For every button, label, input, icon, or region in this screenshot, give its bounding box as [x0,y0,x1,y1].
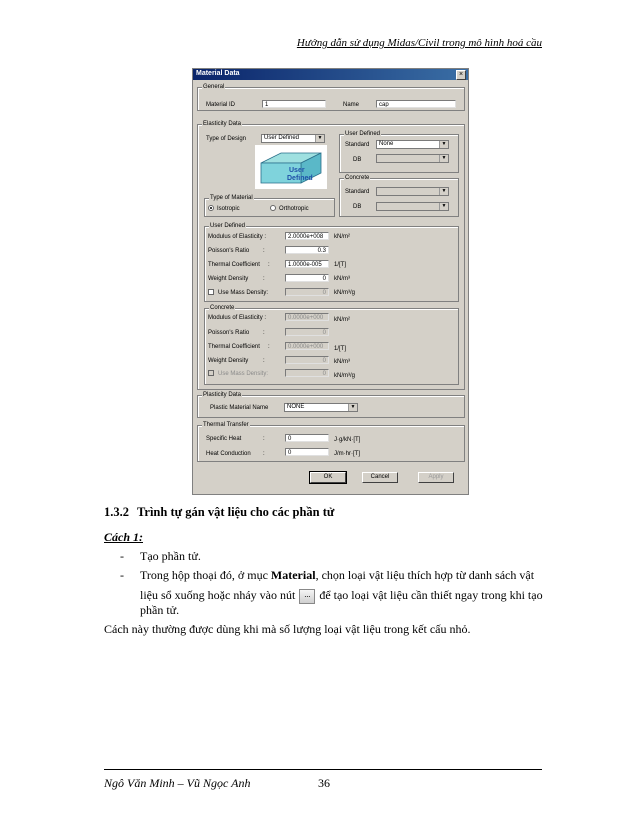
chevron-down-icon: ▼ [348,404,357,411]
c-mass-label: Use Mass Density: [218,371,269,377]
plastic-material-name-label: Plastic Material Name [210,405,269,411]
item2-line1 [140,568,542,583]
weight-colon: : [263,276,265,282]
item2-dash: - [120,568,124,582]
c-mass-unit: kN/m³/g [334,373,355,379]
material-data-dialog [192,68,469,495]
plasticity-group-label: Plasticity Data [203,392,242,398]
close-icon[interactable]: × [456,70,466,80]
use-mass-density-checkbox[interactable] [208,289,214,295]
heat-conduction-label: Heat Conduction [206,451,251,457]
ellipsis-button-icon: ... [299,589,315,604]
c-mass-input[interactable]: 0 [285,369,329,377]
ok-button[interactable]: OK [310,472,346,483]
type-of-design-value: User Defined [264,135,300,141]
orthotropic-label: Orthotropic [279,206,309,212]
heat-conduction-input[interactable]: 0 [285,448,329,456]
poisson-input[interactable]: 0.3 [285,246,329,254]
c-modulus-unit: kN/m² [334,317,350,323]
type-of-design-select[interactable] [261,134,325,143]
apply-button[interactable]: Apply [418,472,454,483]
poisson-label: Poisson's Ratio [208,248,250,254]
name-input[interactable]: cap [376,100,456,108]
c-weight-label: Weight Density [208,358,249,364]
standard-select[interactable] [376,140,449,149]
elasticity-group-label: Elasticity Data [203,121,242,127]
concrete-props-label: Concrete [210,305,235,311]
modulus-unit: kN/m² [334,234,350,240]
item1-dash: - [120,549,124,563]
db-label: DB [353,157,362,163]
section-heading [104,505,334,520]
item2-line2-post: để tạo loại vật liệu cần thiết ngay trong khi tạo [319,588,543,602]
c-poisson-input[interactable]: 0 [285,328,329,336]
thermal-transfer-group-label: Thermal Transfer [203,422,249,428]
c-poisson-label: Poisson's Ratio [208,330,250,336]
modulus-input[interactable]: 2.0000e+008 [285,232,329,240]
specific-heat-colon: : [263,436,265,442]
c-modulus-label: Modulus of Elasticity : [208,315,267,321]
concrete-standard-group [339,175,459,217]
c-weight-colon: : [263,358,265,364]
c-modulus-input[interactable]: 0.0000e+000 [285,313,329,321]
c-poisson-colon: : [263,330,265,336]
image-label-line1: User [289,167,305,174]
item2-line1-bold: Material [270,568,316,582]
chevron-down-icon: ▼ [439,188,448,195]
item1-text: Tạo phần tử. [140,549,201,563]
footer-divider [104,769,542,770]
modulus-label: Modulus of Elasticity : [208,234,267,240]
image-label-line2: Defined [287,175,313,182]
mass-unit: kN/m³/g [334,290,355,296]
heat-conduction-unit: J/m·hr·[T] [334,451,360,457]
dialog-titlebar [193,69,468,80]
c-thermal-unit: 1/[T] [334,346,347,352]
weight-label: Weight Density [208,276,249,282]
section-number: 1.3.2 [104,505,129,519]
concrete-db-label: DB [353,204,362,210]
dialog-title: Material Data [196,70,240,77]
general-group-label: General [203,84,225,90]
item2-line3: phần tử. [140,603,180,617]
note-paragraph: Cách này thường được dùng khi mà số lượng loại vật liệu trong kết cấu nhỏ. [104,622,471,636]
material-id-label: Material ID [206,102,236,108]
concrete-standard-label: Concrete [345,175,370,181]
isotropic-radio[interactable] [208,205,214,211]
specific-heat-input[interactable]: 0 [285,434,329,442]
weight-input[interactable]: 0 [285,274,329,282]
material-box-image [255,145,327,189]
specific-heat-label: Specific Heat [206,436,242,442]
orthotropic-radio[interactable] [270,205,276,211]
c-use-mass-density-checkbox[interactable] [208,370,214,376]
concrete-standard-field-label: Standard [345,189,370,195]
type-of-design-label: Type of Design [206,136,247,142]
footer-author: Ngô Văn Minh – Vũ Ngọc Anh [104,776,251,790]
user-defined-props-label: User Defined [210,223,246,229]
c-thermal-colon: : [268,344,270,350]
item2-line1-pre: Trong hộp thoại đó, ở mục [140,568,271,582]
db-select[interactable] [376,154,449,163]
thermal-input[interactable]: 1.0000e-005 [285,260,329,268]
heat-conduction-colon: : [263,451,265,457]
standard-value: None [379,141,394,147]
section-title: Trình tự gán vật liệu cho các phần tử [137,505,335,519]
isotropic-label: Isotropic [217,206,240,212]
c-weight-input[interactable]: 0 [285,356,329,364]
name-label: Name [343,102,360,108]
type-of-material-label: Type of Material [210,195,253,201]
plastic-material-select[interactable] [284,403,358,412]
chevron-down-icon: ▼ [315,135,324,142]
page-number: 36 [318,776,330,790]
chevron-down-icon: ▼ [439,203,448,210]
cancel-button[interactable]: Cancel [362,472,398,483]
c-thermal-label: Thermal Coefficient [208,344,260,350]
plastic-material-value: NONE [287,404,305,410]
mass-label: Use Mass Density: [218,290,269,296]
c-weight-unit: kN/m³ [334,359,350,365]
weight-unit: kN/m³ [334,276,350,282]
standard-label: Standard [345,142,370,148]
mass-input[interactable]: 0 [285,288,329,296]
thermal-label: Thermal Coefficient [208,262,260,268]
chevron-down-icon: ▼ [439,141,448,148]
poisson-colon: : [263,248,265,254]
item2-line1-post: , chọn loại vật liệu thích hợp từ danh sách vật [315,568,535,582]
page-header: Hướng dẫn sử dụng Midas/Civil trong mô hình hoá cầu [296,37,542,49]
concrete-db-select[interactable] [376,202,449,211]
thermal-colon: : [268,262,270,268]
concrete-standard-select[interactable] [376,187,449,196]
chevron-down-icon: ▼ [439,155,448,162]
method-label: Cách 1: [104,530,143,544]
user-defined-standard-label: User Defined [345,131,381,137]
item2-line2-pre: liệu sổ xuống hoặc nháy vào nút [140,588,296,602]
c-thermal-input[interactable]: 0.0000e+000 [285,342,329,350]
material-id-input[interactable]: 1 [262,100,326,108]
specific-heat-unit: J·g/kN·[T] [334,437,361,443]
thermal-unit: 1/[T] [334,262,347,268]
item2-line2 [140,588,543,604]
